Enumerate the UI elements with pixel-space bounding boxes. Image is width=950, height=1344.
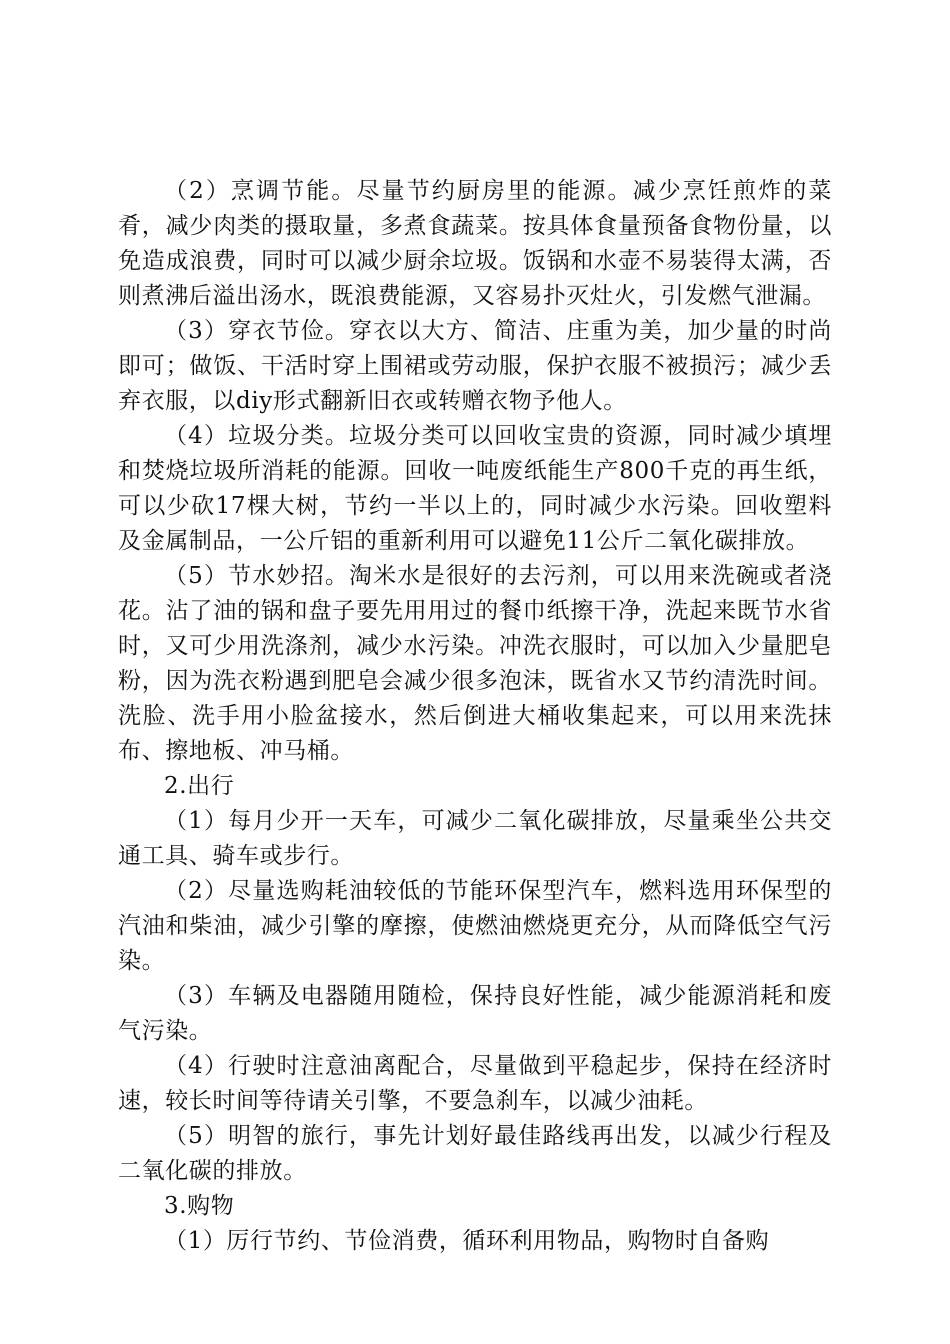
paragraph-travel-5: （5）明智的旅行，事先计划好最佳路线再出发，以减少行程及二氧化碳的排放。 — [118, 1123, 832, 1184]
paragraph-travel-2: （2）尽量选购耗油较低的节能环保型汽车，燃料选用环保型的汽油和柴油，减少引擎的摩擦，使燃油燃烧更充分，从而降低空气污染。 — [118, 878, 832, 974]
paragraph-clothing: （3）穿衣节俭。穿衣以大方、简洁、庄重为美，加少量的时尚即可；做饭、干活时穿上围裙或劳动服，保护衣服不被损污；减少丢弃衣服，以diy形式翻新旧衣或转赠衣物予他人。 — [118, 318, 832, 414]
document-page — [118, 174, 832, 1259]
paragraph-garbage-sorting: （4）垃圾分类。垃圾分类可以回收宝贵的资源，同时减少填埋和焚烧垃圾所消耗的能源。回收一吨废纸能生产800千克的再生纸，可以少砍17棵大树，节约一半以上的，同时减少水污染。回收塑料及金属制品，一公斤铝的重新利用可以避免11公斤二氧化碳排放。 — [118, 423, 832, 554]
paragraph-shopping-1: （1）厉行节约、节俭消费，循环利用物品，购物时自备购 — [164, 1228, 770, 1254]
paragraph-cooking: （2）烹调节能。尽量节约厨房里的能源。减少烹饪煎炸的菜肴，减少肉类的摄取量，多煮食蔬菜。按具体食量预备食物份量，以免造成浪费，同时可以减少厨余垃圾。饭锅和水壶不易装得太满，否则煮沸后溢出汤水，既浪费能源，又容易扑灭灶火，引发燃气泄漏。 — [118, 178, 832, 309]
paragraph-travel-1: （1）每月少开一天车，可减少二氧化碳排放，尽量乘坐公共交通工具、骑车或步行。 — [118, 808, 832, 869]
paragraph-water-saving: （5）节水妙招。淘米水是很好的去污剂，可以用来洗碗或者浇花。沾了油的锅和盘子要先用用过的餐巾纸擦干净，洗起来既节水省时，又可少用洗涤剂，减少水污染。冲洗衣服时，可以加入少量肥皂粉，因为洗衣粉遇到肥皂会减少很多泡沫，既省水又节约清洗时间。洗脸、洗手用小脸盆接水，然后倒进大桶收集起来，可以用来洗抹布、擦地板、冲马桶。 — [118, 563, 832, 764]
section-heading-travel: 2.出行 — [164, 773, 235, 799]
paragraph-travel-3: （3）车辆及电器随用随检，保持良好性能，减少能源消耗和废气污染。 — [118, 983, 832, 1044]
paragraph-travel-4: （4）行驶时注意油离配合，尽量做到平稳起步，保持在经济时速，较长时间等待请关引擎，不要急刹车，以减少油耗。 — [118, 1053, 832, 1114]
section-heading-shopping: 3.购物 — [164, 1193, 235, 1219]
